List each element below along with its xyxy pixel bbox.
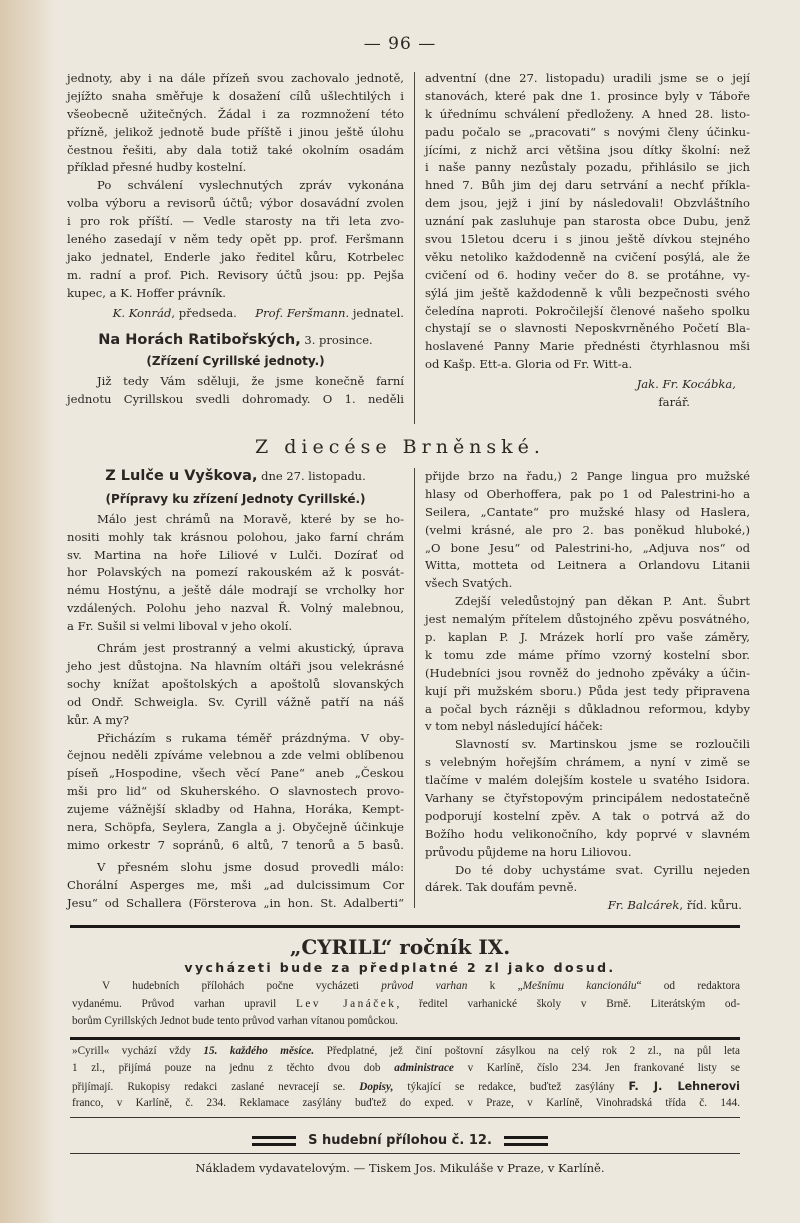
notice-line: [72, 1043, 740, 1060]
left-bottom-column: [67, 468, 404, 912]
heading-date: dne 27. listopadu.: [257, 469, 366, 483]
signature-role: , říd. kůru.: [679, 898, 742, 913]
text-line: nému Hostýnu, a ještě dále modrají se vrcholky hor: [67, 583, 404, 598]
music-supplement-notice: [0, 1133, 800, 1148]
paragraph-continuation: [67, 70, 404, 177]
divider-imprint: [70, 1153, 740, 1154]
text-line: mimo orkestr 7 sopránů, 6 altů, 7 tenorů a 5 basů.: [67, 837, 404, 852]
text-line: Božího hodu velikonočního, kdy poprvé v slavném: [425, 826, 750, 841]
text-line: jejížto snaha směřuje k dosažení cílů ušlechtilých i: [67, 88, 404, 103]
announcement-title: „CYRILL“ ročník IX.: [289, 935, 511, 959]
imprint: Nákladem vydavatelovým. — Tiskem Jos. Mikuláše v Praze, v Karlíně.: [195, 1161, 605, 1175]
text-run: “ od redaktora: [636, 980, 740, 992]
text-run-italic: Mešnímu kancionálu: [522, 980, 637, 992]
text-line: zujeme vážnější skladby od Hahna, Horáka, Kempt-: [67, 802, 404, 817]
text-run-bold: F. J. Lehnerovi: [628, 1079, 741, 1093]
text-run: týkající se redakce, buďtež zasýlány: [393, 1080, 629, 1093]
text-line: všeobecně užitečných. Žádal i za rozmnožení této: [67, 106, 404, 121]
signature-name: Jak. Fr. Kocábka,: [636, 377, 736, 392]
heading-place: Z Lulče u Vyškova,: [105, 468, 258, 484]
signature-block: [425, 376, 750, 394]
text-line: přízně, jelikož jednotě bude příště i jinou ještě úlohu: [67, 124, 404, 139]
text-line: dem jsou, jejž i jiní by následovali! Obzvláštního: [425, 196, 750, 211]
text-line: m. radní a prof. Pich. Revisory účtů jsou: pp. Pejša: [67, 267, 404, 282]
text-line: příklad přesné hudby kostelní.: [67, 160, 247, 175]
divider-announcement-top: [70, 925, 740, 928]
signature-role-line: [425, 394, 750, 412]
paragraph-winter: [425, 736, 750, 861]
heading-date: 3. prosince.: [300, 333, 373, 348]
text-line: Slavností sv. Martinskou jsme se rozloučili: [455, 737, 750, 752]
text-line: dárek. Tak doufám pevně.: [425, 880, 578, 895]
article-heading: [67, 332, 404, 350]
text-line: „O bone Jesu“ od Palestrini-ho, „Adjuva nos“ od: [425, 540, 750, 555]
text-line: i naše panny nezůstaly pozadu, přihlásilo se jich: [425, 160, 750, 175]
ornament-bars-left: [252, 1136, 296, 1146]
text-line: i pro rok příští. — Vedle starosty na tři leta zvo-: [67, 214, 404, 229]
text-line: jícími, z nichž arci většina jsou dítky školní: než: [425, 142, 750, 157]
heading-place: Na Horách Ratibořských,: [98, 332, 301, 349]
notice-line: [72, 1078, 740, 1095]
text-line: věku netoliko každodenně na cvičení posýlá, ale že: [425, 249, 750, 264]
text-line: kupec, a K. Hoffer právník.: [67, 285, 226, 300]
paragraph-founding: [67, 373, 404, 409]
text-line: čeledína naproti. Pokročilejší členové našeho spolku: [425, 303, 750, 318]
paragraph-location: [67, 511, 404, 636]
divider-notice-bottom: [70, 1117, 740, 1118]
article-subheading: (Přípravy ku zřízení Jednoty Cyrillské.): [105, 491, 366, 506]
paragraph-report: [425, 70, 750, 374]
text-line: čestnou řešiti, aby dala totiž také okolním osadám: [67, 142, 404, 157]
signature-chairman-role: , předseda.: [171, 305, 237, 320]
paragraph-church: [67, 640, 404, 729]
text-run-italic: průvod varhan: [381, 980, 468, 992]
paragraph-works: [425, 468, 750, 593]
text-line: cvičení od 6. hodiny večer do 8. se protáhne, vy-: [425, 267, 750, 282]
text-line: Do té doby uchystáme svat. Cyrillu nejeden: [455, 862, 750, 877]
text-run-bold-italic: Dopisy,: [359, 1080, 394, 1093]
text-run: »Cyrill« vychází vždy: [72, 1045, 204, 1057]
article-subheading: (Zřízení Cyrillské jednoty.): [146, 354, 325, 369]
text-line: hlasy od Oberhoffera, pak po 1 od Palestrini-ho a: [425, 486, 750, 501]
text-line: píseň „Hospodine, všech věcí Pane“ aneb „Českou: [67, 766, 404, 781]
text-run-bold-italic: administrace: [394, 1062, 454, 1075]
signature-line: [67, 305, 404, 323]
text-line: kůr. A my?: [67, 712, 129, 727]
paragraph-style: [67, 859, 404, 913]
text-run: v Karlíně, číslo 234. Jen frankované listy se: [453, 1062, 740, 1075]
text-line: hor Polavských na pomezí rakouském až k posvát-: [67, 565, 404, 580]
announcement-subtitle: vycházeti bude za předplatné 2 zl jako dosud.: [184, 960, 616, 975]
left-top-column: [67, 70, 404, 409]
divider-notice-top: [70, 1037, 740, 1040]
text-line: (velmi krásné, ale pro 2. bas poněkud hluboké,): [425, 522, 750, 537]
page-edge-shadow: [0, 0, 55, 1223]
text-line: p. kaplan P. J. Mrázek horlí pro vaše záměry,: [425, 630, 750, 645]
signature-name: Fr. Balcárek: [607, 898, 680, 913]
notice-line: franco, v Karlíně, č. 234. Reklamace zasýlány buďtež do exped. v Praze, v Karlíně, Vinohradská třída č. 144.: [72, 1096, 740, 1109]
text-line: Witta, motteta od Leitnera a Orlandovu Litanii: [425, 558, 750, 573]
signature-block: [425, 897, 750, 915]
column-divider-bottom: [414, 468, 415, 908]
text-line: sv. Martina na hoře Liliové v Lulči. Dozírať od: [67, 547, 404, 562]
text-line: tlačíme v malém dolejším kostele u svatého Isidora.: [425, 773, 750, 788]
text-line: kují při mužském sboru.) Půda jest tedy připravena: [425, 683, 750, 698]
announcement-line: [72, 996, 740, 1014]
text-line: k tomu zde máme přímo vzorný kostelní sbor.: [425, 647, 750, 662]
text-line: jeho jest důstojna. Na hlavním oltáři jsou velekrásné: [67, 658, 404, 673]
text-line: Přicházím s rukama téměř prázdnýma. V oby-: [97, 730, 404, 745]
text-line: nositi mohly tak krásnou polohou, jako farní chrám: [67, 529, 404, 544]
text-line: Jesu“ od Schallera (Försterova „in hon. St. Adalberti“: [67, 895, 404, 910]
text-line: Po schválení vyslechnutých zpráv vykonána: [97, 178, 404, 193]
text-line: V přesném slohu jsme dosud provedli málo:: [97, 859, 404, 874]
text-line: jest nemalým přítelem důstojného zpěvu posvátného,: [425, 612, 750, 627]
text-line: sochy knížat apoštolských a apoštolů slovanských: [67, 676, 404, 691]
text-line: Málo jest chrámů na Moravě, které by se ho-: [97, 511, 404, 526]
text-line: a Fr. Sušil si velmi liboval v jeho okolí.: [67, 619, 293, 634]
text-line: Zdejší veledůstojný pan děkan P. Ant. Šubrt: [455, 594, 750, 609]
signature-secretary-name: Prof. Feršmann: [255, 305, 346, 320]
right-top-column: [425, 70, 750, 412]
text-line: volba výboru a revisorů účtů; výbor dosavádní zvolen: [67, 196, 404, 211]
text-line: čejnou neděli zpíváme velebnou a zde velmi oblíbenou: [67, 748, 404, 763]
text-run: , ředitel varhanické školy v Brně. Literátským od-: [396, 997, 740, 1010]
text-line: uznání pak zasluhuje pan starosta obce Dubu, jenž: [425, 214, 750, 229]
text-line: podporují kostelní zpěv. A tak o potrvá až do: [425, 808, 750, 823]
text-line: Varhany se čtyřstopovým principálem nedostatečně: [425, 791, 750, 806]
text-run: V hudebních přílohách počne vycházeti: [102, 980, 382, 992]
text-line: k úřednímu schválení předloženy. A hned 28. listo-: [425, 106, 750, 121]
text-run: vydanému. Průvod varhan upravil: [72, 997, 296, 1010]
text-line: hned 7. Bůh jim dej daru setrvání a nechť příkla-: [425, 178, 750, 193]
section-title: Z diecése Brněnské.: [255, 436, 545, 458]
announcement-body: [72, 978, 740, 1031]
text-line: jednoty, aby i na dále přízeň svou zachovalo jednotě,: [67, 71, 404, 85]
text-line: vzdálených. Polohu jeho nazval Ř. Volný malebnou,: [67, 601, 404, 616]
text-run: 1 zl., přijímá pouze na jednu z těchto dvou dob: [72, 1062, 395, 1075]
text-line: sýlá jim ještě každodenně k vůli bezpečnosti svého: [425, 285, 750, 300]
text-line: stanovách, které pak dne 1. prosince byly v Táboře: [425, 88, 750, 103]
text-line: chystají se o slavnosti Neposkvrněného Početí Bla-: [425, 321, 750, 336]
right-bottom-column: [425, 468, 750, 915]
announcement-line: [72, 978, 740, 996]
article-heading: [67, 468, 404, 486]
text-line: leného zasedají v něm tedy opět pp. prof. Feršmann: [67, 232, 404, 247]
paragraph-closing: [425, 862, 750, 898]
text-line: s velebným hořejším chrámem, a nyní v zimě se: [425, 755, 750, 770]
signature-chairman-name: K. Konrád: [112, 305, 172, 320]
text-line: hoslavené Panny Marie přednésti čtyrhlasnou mši: [425, 339, 750, 354]
text-line: Chrám jest prostranný a velmi akustický, úprava: [97, 641, 404, 656]
text-run: k „: [467, 980, 523, 992]
text-line: mši pro lid“ od Skuherského. O slavnostech provo-: [67, 784, 404, 799]
text-line: průvodu půjdeme na horu Liliovou.: [425, 844, 632, 859]
text-line: adventní (dne 27. listopadu) uradili jsme se o její: [425, 71, 750, 85]
ornament-bars-right: [504, 1136, 548, 1146]
signature-secretary-role: . jednatel.: [345, 305, 404, 320]
paragraph-repertoire: [67, 730, 404, 855]
text-line: (Hudebníci jsou rovněž do jednoho zpěváky a účin-: [425, 665, 750, 680]
page-number: — 96 —: [363, 34, 437, 54]
notice-line: [72, 1060, 740, 1077]
text-line: všech Svatých.: [425, 576, 513, 591]
text-run: přijímají. Rukopisy redakci zaslané nevracejí se.: [72, 1080, 360, 1093]
supplement-text: S hudební přílohou č. 12.: [308, 1133, 492, 1148]
paragraph-dean: [425, 593, 750, 736]
text-line: nera, Schöpfa, Seylera, Zangla a j. Obyčejně účinkuje: [67, 819, 404, 834]
subscription-notice: [72, 1043, 740, 1112]
text-line: od Ondř. Schweigla. Sv. Cyrill vážně patří na náš: [67, 694, 404, 709]
column-divider-top: [414, 72, 415, 424]
text-line: Již tedy Vám sděluji, že jsme konečně farní: [97, 374, 404, 389]
announcement-line: borům Cyrillských Jednot bude tento průvod varhan vítanou pomůckou.: [72, 1015, 398, 1028]
text-line: svou 15letou dceru i s jinou ještě dívkou stejného: [425, 232, 750, 247]
text-run: Předplatné, jež činí poštovní zásylkou na celý rok 2 zl., na půl leta: [314, 1045, 740, 1057]
text-line: jako jednatel, Enderle jako ředitel kůru, Kotrbelec: [67, 249, 404, 264]
text-line: v tom nebyl následující háček:: [425, 719, 603, 734]
text-line: jednotu Cyrillskou svedli dohromady. O 1. neděli: [67, 392, 404, 407]
text-line: od Kašp. Ett-a. Gloria od Fr. Witt-a.: [425, 357, 633, 372]
text-run-bold-italic: 15. každého měsíce.: [203, 1045, 315, 1057]
text-line: Seilera, „Cantate“ pro mužské hlasy od Haslera,: [425, 504, 750, 519]
text-line: padu počalo se „pracovati“ s novými členy účinku-: [425, 124, 750, 139]
text-line: a počal bych rázněji s důkladnou reformou, kdyby: [425, 701, 750, 716]
text-run-spaced: Lev Janáček: [295, 997, 397, 1010]
paragraph-election: [67, 177, 404, 302]
text-line: Chorální Asperges me, mši „ad dulcissimum Cor: [67, 877, 404, 892]
text-line: přijde brzo na řadu,) 2 Pange lingua pro mužské: [425, 469, 750, 483]
signature-role: farář.: [658, 395, 690, 410]
